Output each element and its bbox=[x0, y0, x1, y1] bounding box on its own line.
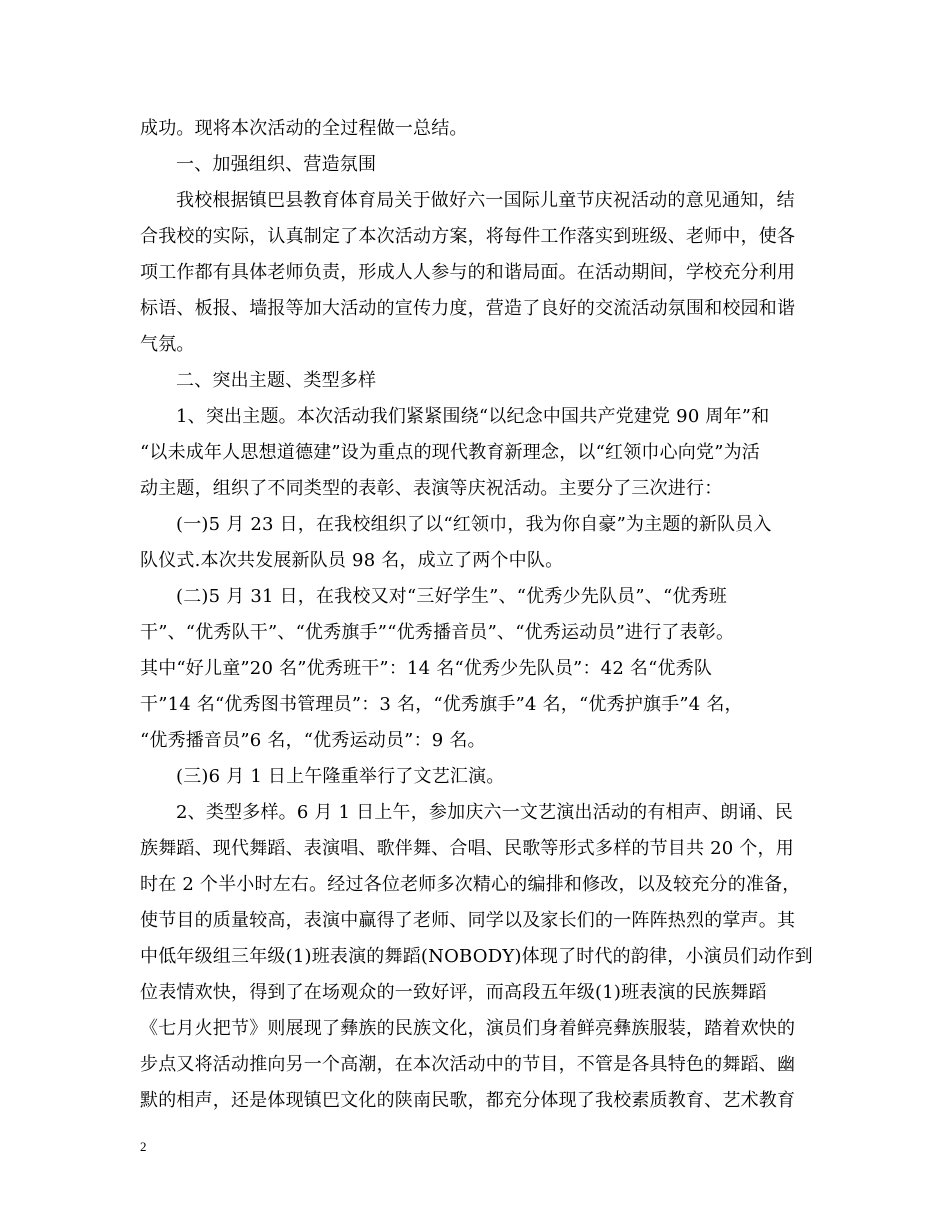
text-line: 合我校的实际，认真制定了本次活动方案，将每件工作落实到班级、老师中，使各 bbox=[140, 226, 796, 247]
text-line: “优秀播音员”6 名，“优秀运动员”：9 名。 bbox=[140, 730, 486, 751]
text-line: 气氛。 bbox=[140, 334, 195, 355]
text-line: 位表情欢快，得到了在场观众的一致好评，而高段五年级(1)班表演的民族舞蹈 bbox=[140, 982, 767, 1003]
section-heading: 二、突出主题、类型多样 bbox=[176, 370, 377, 391]
text-line: 中低年级组三年级(1)班表演的舞蹈(NOBODY)体现了时代的韵律，小演员们动作到 bbox=[140, 946, 813, 967]
section-heading: 一、加强组织、营造氛围 bbox=[176, 154, 377, 175]
text-line: 成功。现将本次活动的全过程做一总结。 bbox=[140, 118, 468, 139]
text-line: (一)5 月 23 日，在我校组织了以“红领巾，我为你自豪”为主题的新队员入 bbox=[176, 514, 772, 535]
text-line: 步点又将活动推向另一个高潮，在本次活动中的节目，不管是各具特色的舞蹈、幽 bbox=[140, 1054, 796, 1075]
text-line: 我校根据镇巴县教育体育局关于做好六一国际儿童节庆祝活动的意见通知，结 bbox=[176, 190, 795, 211]
text-line: 标语、板报、墙报等加大活动的宣传力度，营造了良好的交流活动氛围和校园和谐 bbox=[140, 298, 796, 319]
text-line: (二)5 月 31 日，在我校又对“三好学生”、“优秀少先队员”、“优秀班 bbox=[176, 586, 727, 607]
text-line: 时在 2 个半小时左右。经过各位老师多次精心的编排和修改，以及较充分的准备， bbox=[140, 874, 801, 895]
text-line: 默的相声，还是体现镇巴文化的陕南民歌，都充分体现了我校素质教育、艺术教育 bbox=[140, 1090, 796, 1111]
text-line: 干”14 名“优秀图书管理员”：3 名，“优秀旗手”4 名，“优秀护旗手”4 名， bbox=[140, 694, 743, 715]
text-line: 族舞蹈、现代舞蹈、表演唱、歌伴舞、合唱、民歌等形式多样的节目共 20 个，用 bbox=[140, 838, 794, 859]
text-line: 使节目的质量较高，表演中赢得了老师、同学以及家长们的一阵阵热烈的掌声。其 bbox=[140, 910, 796, 931]
text-line: 1、突出主题。本次活动我们紧紧围绕“以纪念中国共产党建党 90 周年”和 bbox=[176, 406, 770, 427]
text-line: 队仪式.本次共发展新队员 98 名，成立了两个中队。 bbox=[140, 550, 564, 571]
text-line: 《七月火把节》则展现了彝族的民族文化，演员们身着鲜亮彝族服装，踏着欢快的 bbox=[140, 1018, 796, 1039]
page-number: 2 bbox=[140, 1139, 147, 1154]
text-line: 2、类型多样。6 月 1 日上午，参加庆六一文艺演出活动的有相声、朗诵、民 bbox=[176, 802, 793, 823]
text-line: 动主题，组织了不同类型的表彰、表演等庆祝活动。主要分了三次进行： bbox=[140, 478, 723, 499]
text-line: 干”、“优秀队干”、“优秀旗手”“优秀播音员”、“优秀运动员”进行了表彰。 bbox=[140, 622, 735, 643]
text-line: 其中“好儿童”20 名”优秀班干”：14 名“优秀少先队员”：42 名“优秀队 bbox=[140, 658, 713, 679]
text-line: 项工作都有具体老师负责，形成人人参与的和谐局面。在活动期间，学校充分利用 bbox=[140, 262, 796, 283]
text-line: “以未成年人思想道德建”设为重点的现代教育新理念，以“红领巾心向党”为活 bbox=[140, 442, 761, 463]
text-line: (三)6 月 1 日上午隆重举行了文艺汇演。 bbox=[176, 766, 505, 787]
